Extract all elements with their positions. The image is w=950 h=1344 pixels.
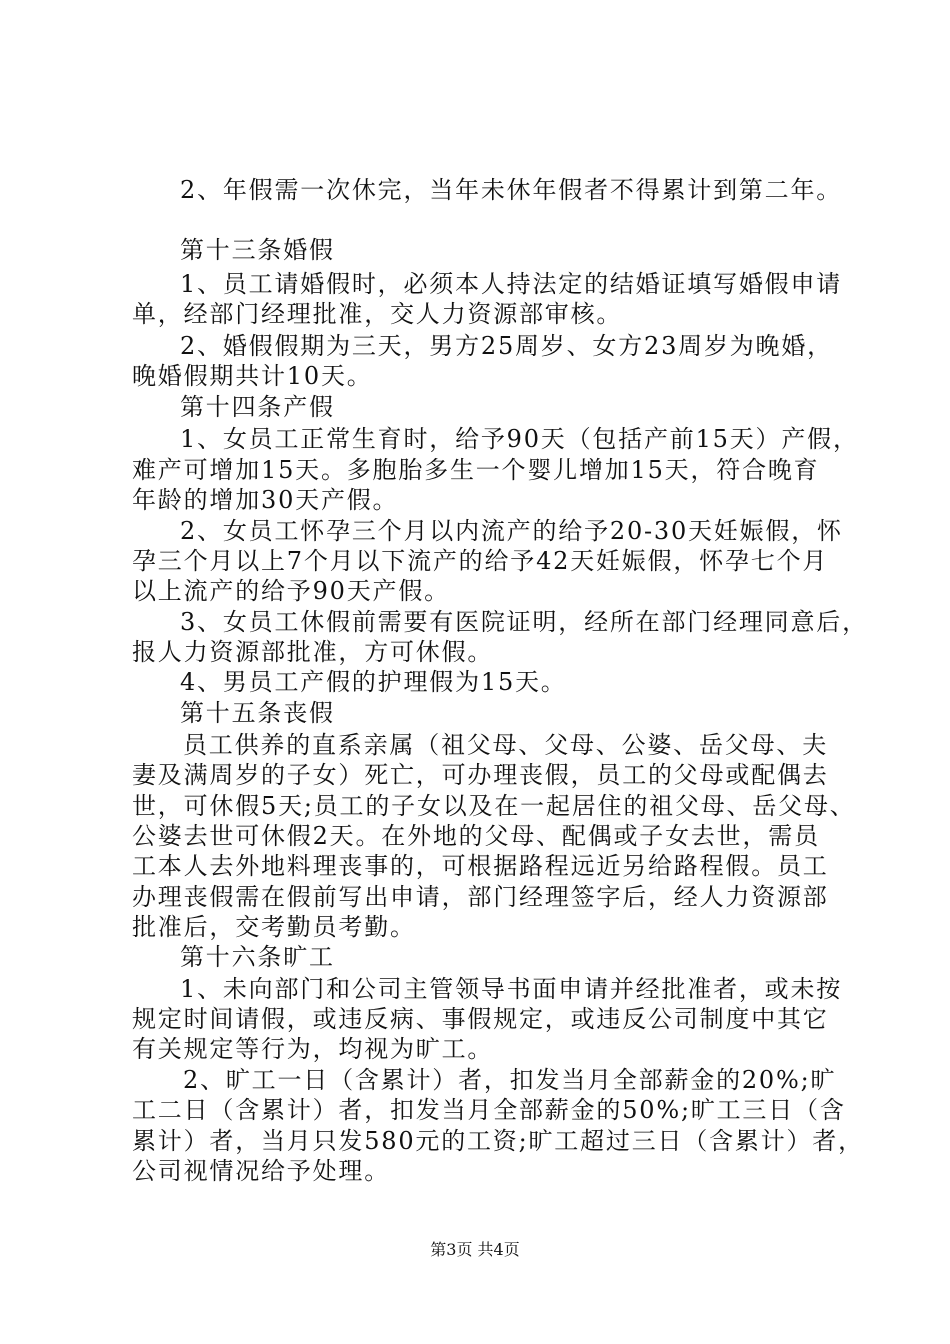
text-line: 以上流产的给予90天产假。 — [132, 577, 450, 605]
text-line: 2、年假需一次休完，当年未休年假者不得累计到第二年。 — [180, 176, 843, 204]
text-line: 规定时间请假，或违反病、事假规定，或违反公司制度中其它 — [132, 1005, 829, 1033]
text-line: 2、女员工怀孕三个月以内流产的给予20-30天妊娠假，怀 — [180, 517, 843, 545]
text-line: 4、男员工产假的护理假为15天。 — [180, 668, 567, 696]
text-line: 年龄的增加30天产假。 — [132, 486, 399, 514]
text-line: 单，经部门经理批准，交人力资源部审核。 — [132, 300, 623, 328]
text-line: 妻及满周岁的子女）死亡，可办理丧假，员工的父母或配偶去 — [132, 761, 829, 789]
text-line: 员工供养的直系亲属（祖父母、父母、公婆、岳父母、夫 — [183, 731, 828, 759]
text-line: 工二日（含累计）者，扣发当月全部薪金的50%;旷工三日（含 — [132, 1096, 846, 1124]
text-line: 累计）者，当月只发580元的工资;旷工超过三日（含累计）者， — [132, 1127, 864, 1155]
section-heading: 第十三条婚假 — [180, 236, 335, 264]
page-number-footer: 第3页 共4页 — [430, 1240, 520, 1259]
text-line: 孕三个月以上7个月以下流产的给予42天妊娠假，怀孕七个月 — [132, 547, 829, 575]
text-line: 1、员工请婚假时，必须本人持法定的结婚证填写婚假申请 — [180, 270, 843, 298]
text-line: 世，可休假5天;员工的子女以及在一起居住的祖父母、岳父母、 — [132, 792, 856, 820]
text-line: 难产可增加15天。多胞胎多生一个婴儿增加15天，符合晚育 — [132, 456, 820, 484]
text-line: 有关规定等行为，均视为旷工。 — [132, 1035, 494, 1063]
text-line: 2、婚假假期为三天，男方25周岁、女方23周岁为晚婚， — [180, 332, 833, 360]
text-line: 晚婚假期共计10天。 — [132, 362, 373, 390]
text-line: 3、女员工休假前需要有医院证明，经所在部门经理同意后， — [180, 608, 868, 636]
text-line: 批准后，交考勤员考勤。 — [132, 913, 416, 941]
section-heading: 第十五条丧假 — [180, 699, 335, 727]
text-line: 报人力资源部批准，方可休假。 — [132, 638, 494, 666]
text-line: 1、女员工正常生育时，给予90天（包括产前15天）产假， — [180, 425, 859, 453]
text-line: 工本人去外地料理丧事的，可根据路程远近另给路程假。员工 — [132, 852, 829, 880]
text-line: 公婆去世可休假2天。在外地的父母、配偶或子女去世，需员 — [132, 822, 820, 850]
text-line: 公司视情况给予处理。 — [132, 1157, 390, 1185]
section-heading: 第十六条旷工 — [180, 943, 335, 971]
text-line: 2、旷工一日（含累计）者，扣发当月全部薪金的20%;旷 — [183, 1066, 837, 1094]
section-heading: 第十四条产假 — [180, 393, 335, 421]
text-line: 1、未向部门和公司主管领导书面申请并经批准者，或未按 — [180, 975, 843, 1003]
text-line: 办理丧假需在假前写出申请，部门经理签字后，经人力资源部 — [132, 883, 829, 911]
